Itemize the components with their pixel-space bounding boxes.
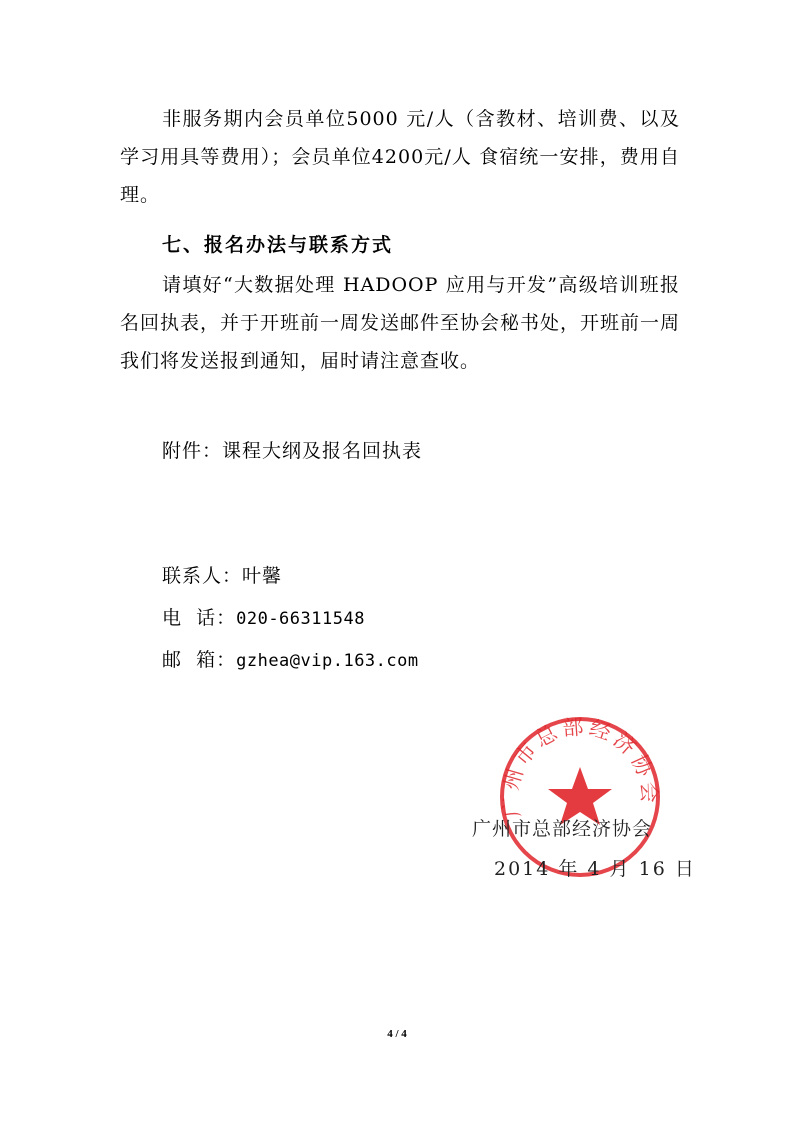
signing-organization: 广州市总部经济协会 — [472, 818, 653, 840]
contact-phone-colon: ： — [216, 607, 237, 629]
contact-person-label: 联系人 — [162, 565, 223, 587]
contact-phone-label: 电 话 — [162, 607, 217, 629]
contact-person-line — [162, 557, 282, 595]
contact-email-value: gzhea@vip.163.com — [236, 651, 419, 671]
section-heading-registration: 七、报名办法与联系方式 — [162, 234, 394, 256]
seal-text: 广州市总部经济协会 — [498, 715, 662, 819]
contact-phone-value: 020-66311548 — [236, 609, 365, 629]
registration-paragraph: 请填好“大数据处理 HADOOP 应用与开发”高级培训班报名回执表，并于开班前一周发送邮件至协会秘书处，开班前一周我们将发送报到通知，届时请注意查收。 — [120, 274, 681, 372]
signing-date: 2014 年 4 月 16 日 — [494, 858, 696, 880]
attachment-line: 附件：课程大纲及报名回执表 — [162, 440, 423, 462]
contact-email-colon: ： — [216, 649, 237, 671]
fees-paragraph: 非服务期内会员单位5000 元/人（含教材、培训费、以及学习用具等费用）；会员单位4200元/人 食宿统一安排，费用自理。 — [120, 108, 680, 206]
page-number: 4 / 4 — [387, 1028, 407, 1040]
contact-email-line — [162, 641, 419, 680]
contact-phone-line — [162, 599, 365, 638]
contact-person-value: 叶馨 — [242, 565, 283, 587]
contact-email-label: 邮 箱 — [162, 649, 217, 671]
contact-person-colon: ： — [222, 565, 243, 587]
